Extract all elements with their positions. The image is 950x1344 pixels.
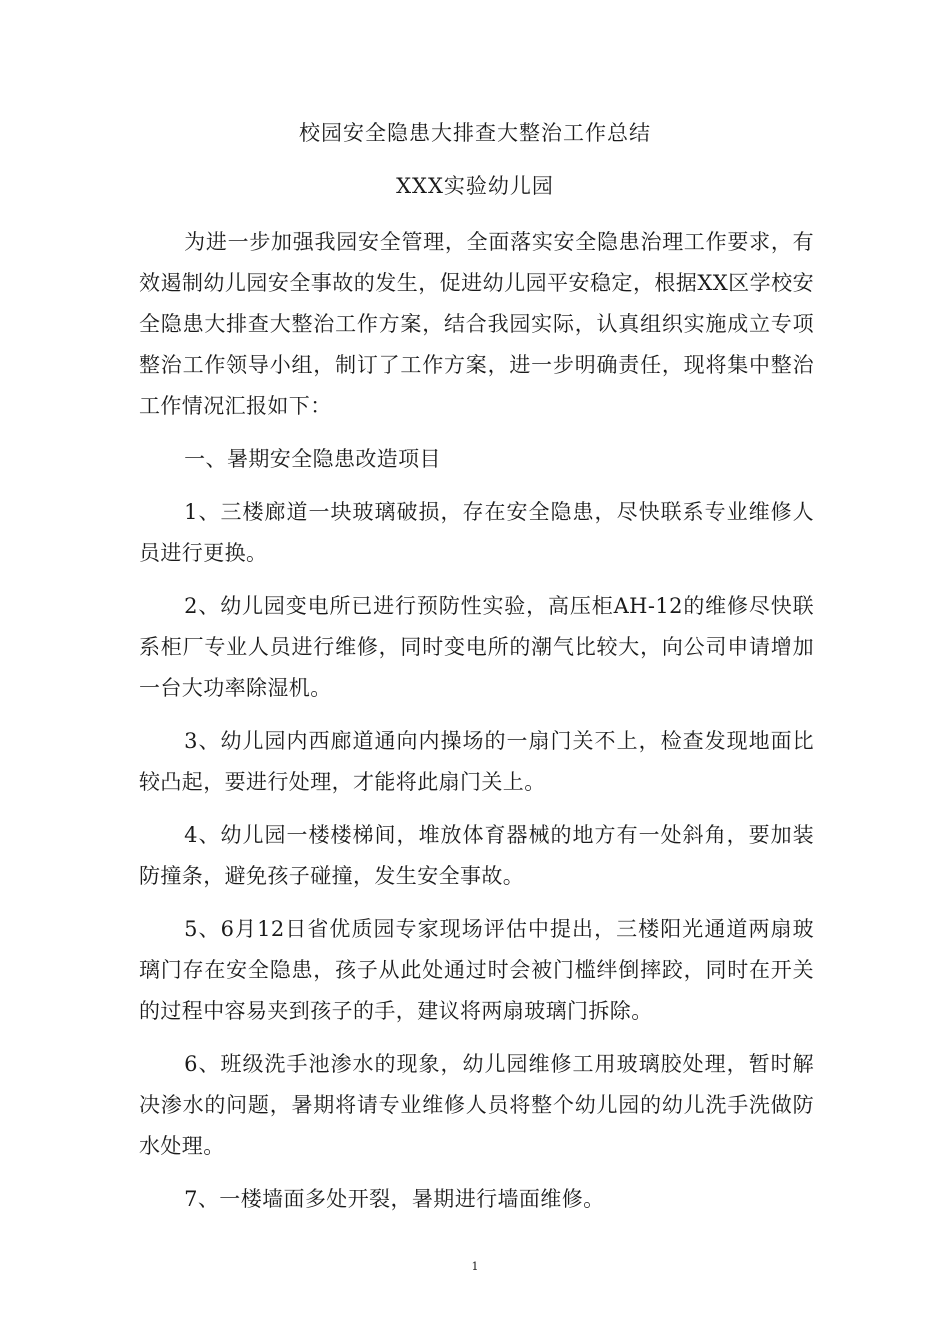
list-item-2: 2、幼儿园变电所已进行预防性实验，高压柜AH-12的维修尽快联系柜厂专业人员进行维修，同时变电所的潮气比较大，向公司申请增加一台大功率除湿机。 xyxy=(139,594,814,700)
list-item-4: 4、幼儿园一楼楼梯间，堆放体育器械的地方有一处斜角，要加装防撞条，避免孩子碰撞，发生安全事故。 xyxy=(139,823,814,888)
intro-paragraph: 为进一步加强我园安全管理，全面落实安全隐患治理工作要求，有效遏制幼儿园安全事故的发生，促进幼儿园平安稳定，根据XX区学校安全隐患大排查大整治工作方案，结合我园实际，认真组织实施成立专项整治工作领导小组，制订了工作方案，进一步明确责任，现将集中整治工作情况汇报如下： xyxy=(139,230,814,418)
document-title: 校园安全隐患大排查大整治工作总结 xyxy=(299,121,651,145)
page-number: 1 xyxy=(471,1260,479,1273)
section-heading: 一、暑期安全隐患改造项目 xyxy=(184,447,441,471)
list-item-3: 3、幼儿园内西廊道通向内操场的一扇门关不上，检查发现地面比较凸起，要进行处理，才能将此扇门关上。 xyxy=(139,729,814,794)
document-body xyxy=(139,222,814,1232)
list-item-7: 7、一楼墙面多处开裂，暑期进行墙面维修。 xyxy=(184,1187,605,1211)
document-subtitle: XXX实验幼儿园 xyxy=(396,174,554,198)
list-item-1: 1、三楼廊道一块玻璃破损，存在安全隐患，尽快联系专业维修人员进行更换。 xyxy=(139,500,814,565)
list-item-6: 6、班级洗手池渗水的现象，幼儿园维修工用玻璃胶处理，暂时解决渗水的问题，暑期将请专业维修人员将整个幼儿园的幼儿洗手洗做防水处理。 xyxy=(139,1052,814,1158)
list-item-5: 5、6月12日省优质园专家现场评估中提出，三楼阳光通道两扇玻璃门存在安全隐患，孩子从此处通过时会被门槛绊倒摔跤，同时在开关的过程中容易夹到孩子的手，建议将两扇玻璃门拆除。 xyxy=(139,917,814,1023)
